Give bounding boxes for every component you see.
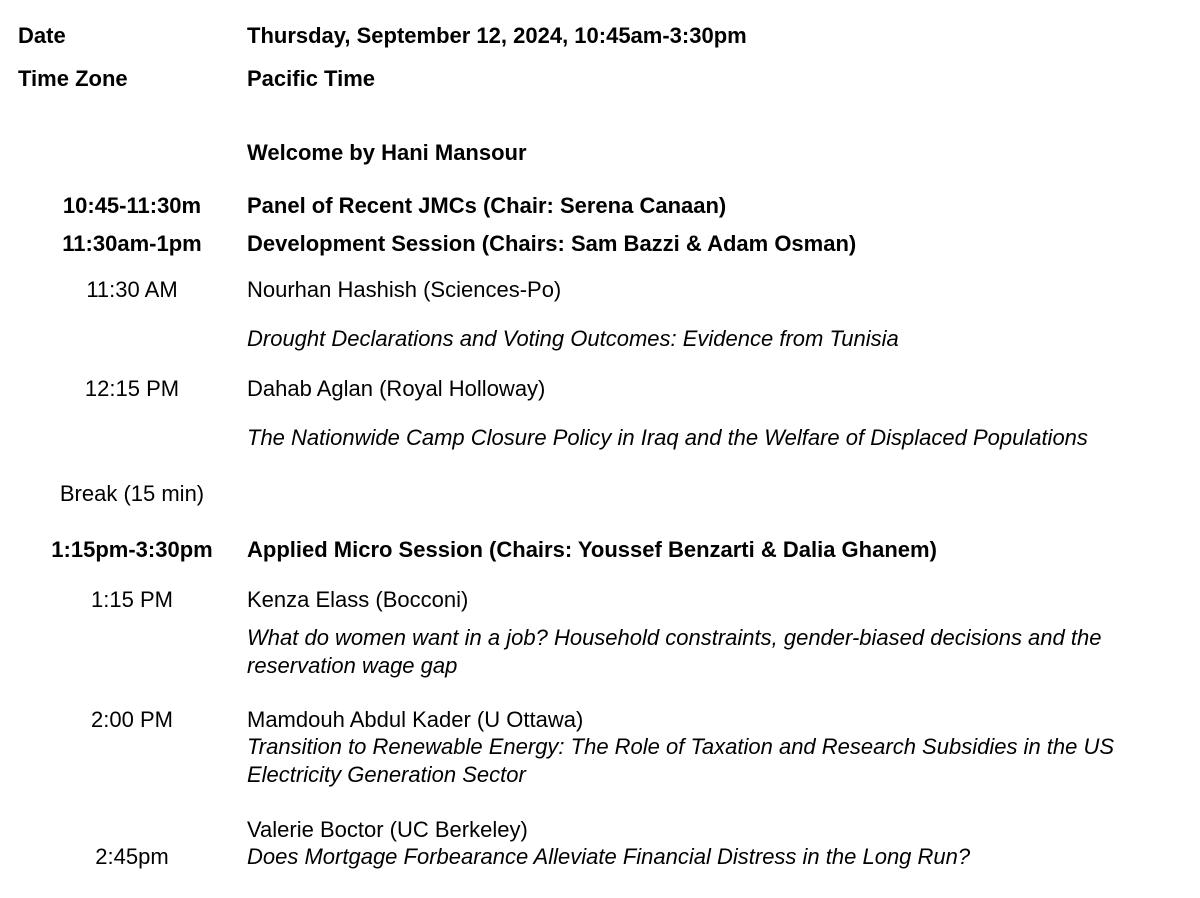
talk-speaker: Mamdouh Abdul Kader (U Ottawa)	[247, 707, 584, 732]
session-title: Panel of Recent JMCs (Chair: Serena Canaan)	[247, 193, 727, 218]
talk-speaker: Nourhan Hashish (Sciences-Po)	[247, 277, 562, 302]
session-time: 11:30am-1pm	[62, 231, 202, 256]
talk-paper-title: Does Mortgage Forbearance Alleviate Financial Distress in the Long Run?	[247, 844, 971, 869]
session-title: Development Session (Chairs: Sam Bazzi & Adam Osman)	[247, 231, 857, 256]
date-label: Date	[18, 23, 66, 48]
talk-paper-title: The Nationwide Camp Closure Policy in Iraq and the Welfare of Displaced Populations	[247, 425, 1088, 450]
talk-time: 2:45pm	[95, 844, 169, 869]
timezone-value: Pacific Time	[247, 66, 375, 91]
talk-time: 1:15 PM	[91, 587, 173, 612]
welcome-line: Welcome by Hani Mansour	[247, 140, 527, 165]
session-time: 10:45-11:30m	[62, 193, 202, 218]
talk-paper-title: Drought Declarations and Voting Outcomes: Evidence from Tunisia	[247, 326, 899, 351]
talk-paper-title: Transition to Renewable Energy: The Role of Taxation and Research Subsidies in the US Electricity Generation Sector	[247, 734, 1115, 787]
timezone-label: Time Zone	[18, 66, 128, 91]
talk-time: 12:15 PM	[84, 376, 180, 401]
talk-time: 2:00 PM	[91, 707, 173, 732]
date-value: Thursday, September 12, 2024, 10:45am-3:30pm	[247, 23, 747, 48]
talk-time: 11:30 AM	[86, 277, 178, 302]
talk-paper-title: What do women want in a job? Household constraints, gender-biased decisions and the reservation wage gap	[247, 625, 1102, 678]
session-time: 1:15pm-3:30pm	[51, 537, 213, 562]
talk-speaker: Dahab Aglan (Royal Holloway)	[247, 376, 546, 401]
break-label: Break (15 min)	[59, 481, 205, 506]
talk-speaker: Valerie Boctor (UC Berkeley)	[247, 817, 528, 842]
talk-speaker: Kenza Elass (Bocconi)	[247, 587, 469, 612]
session-title: Applied Micro Session (Chairs: Youssef Benzarti & Dalia Ghanem)	[247, 537, 937, 562]
